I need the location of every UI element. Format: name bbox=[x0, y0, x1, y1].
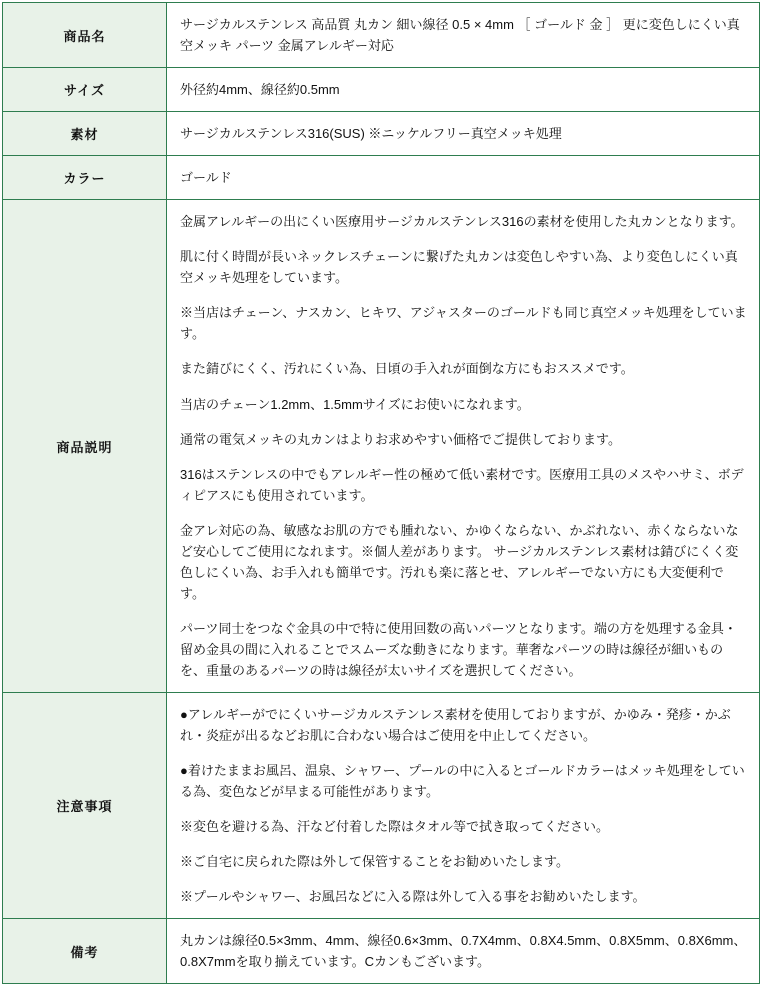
table-row bbox=[3, 693, 760, 919]
row-paragraph: サージカルステンレス316(SUS) ※ニッケルフリー真空メッキ処理 bbox=[180, 126, 562, 142]
row-label: カラー bbox=[3, 156, 167, 200]
row-paragraph: ●アレルギーがでにくいサージカルステンレス素材を使用しておりますが、かゆみ・発疹・かぶれ・炎症が出るなどお肌に合わない場合はご使用を中止してください。 bbox=[180, 707, 731, 744]
row-paragraph: ●着けたままお風呂、温泉、シャワー、プールの中に入るとゴールドカラーはメッキ処理をしている為、変色などが早まる可能性があります。 bbox=[180, 763, 745, 800]
row-paragraph: ※プールやシャワー、お風呂などに入る際は外して入る事をお勧めいたします。 bbox=[180, 889, 646, 905]
table-row bbox=[3, 156, 760, 200]
row-paragraph: 丸カンは線径0.5×3mm、4mm、線径0.6×3mm、0.7X4mm、0.8X4.5mm、0.8X5mm、0.8X6mm、0.8X7mmを取り揃えています。Cカンもございます。 bbox=[180, 933, 747, 970]
row-paragraph: また錆びにくく、汚れにくい為、日頃の手入れが面倒な方にもおススメです。 bbox=[180, 361, 634, 377]
row-paragraph: 金属アレルギーの出にくい医療用サージカルステンレス316の素材を使用した丸カンとなります。 bbox=[180, 214, 744, 230]
table-row bbox=[3, 68, 760, 112]
row-paragraph: ※ご自宅に戻られた際は外して保管することをお勧めいたします。 bbox=[180, 854, 569, 870]
row-paragraph: 316はステンレスの中でもアレルギー性の極めて低い素材です。医療用工具のメスやハサミ、ボディピアスにも使用されています。 bbox=[180, 466, 744, 503]
row-label: 商品説明 bbox=[3, 200, 167, 693]
row-value bbox=[167, 112, 760, 156]
row-paragraph: パーツ同士をつなぐ金具の中で特に使用回数の高いパーツとなります。端の方を処理する金具・留め金具の間に入れることでスムーズな動きになります。華奢なパーツの時は線径が細いものを、重量のあるパーツの時は線径が太いサイズを選択してください。 bbox=[180, 620, 737, 678]
row-paragraph: ※変色を避ける為、汗など付着した際はタオル等で拭き取ってください。 bbox=[180, 819, 610, 835]
row-value bbox=[167, 919, 760, 984]
row-value bbox=[167, 156, 760, 200]
table-row bbox=[3, 919, 760, 984]
row-value bbox=[167, 693, 760, 919]
row-value bbox=[167, 200, 760, 693]
row-paragraph: 金アレ対応の為、敏感なお肌の方でも腫れない、かゆくならない、かぶれない、赤くならないなど安心してご使用になれます。※個人差があります。 サージカルステンレス素材は錆びにくく変色しにくい為、お手入れも簡単です。汚れも楽に落とせ、アレルギーでない方にも大変便利です。 bbox=[180, 522, 739, 601]
table-row bbox=[3, 200, 760, 693]
row-paragraph: サージカルステンレス 高品質 丸カン 細い線径 0.5 × 4mm ［ ゴールド 金 ］ 更に変色しにくい真空メッキ パーツ 金属アレルギー対応 bbox=[180, 17, 740, 54]
row-label: 注意事項 bbox=[3, 693, 167, 919]
row-value bbox=[167, 68, 760, 112]
row-label: 備考 bbox=[3, 919, 167, 984]
row-value bbox=[167, 3, 760, 68]
row-paragraph: 当店のチェーン1.2mm、1.5mmサイズにお使いになれます。 bbox=[180, 396, 530, 412]
product-spec-table bbox=[2, 2, 760, 984]
row-paragraph: ゴールド bbox=[180, 170, 232, 186]
row-paragraph: 外径約4mm、線径約0.5mm bbox=[180, 82, 340, 98]
spec-table-body bbox=[3, 3, 760, 984]
table-row bbox=[3, 112, 760, 156]
row-label: 素材 bbox=[3, 112, 167, 156]
row-paragraph: ※当店はチェーン、ナスカン、ヒキワ、アジャスターのゴールドも同じ真空メッキ処理をしています。 bbox=[180, 305, 747, 342]
table-row bbox=[3, 3, 760, 68]
row-paragraph: 通常の電気メッキの丸カンはよりお求めやすい価格でご提供しております。 bbox=[180, 431, 621, 447]
row-label: 商品名 bbox=[3, 3, 167, 68]
row-paragraph: 肌に付く時間が長いネックレスチェーンに繋げた丸カンは変色しやすい為、より変色しにくい真空メッキ処理をしています。 bbox=[180, 249, 738, 286]
row-label: サイズ bbox=[3, 68, 167, 112]
